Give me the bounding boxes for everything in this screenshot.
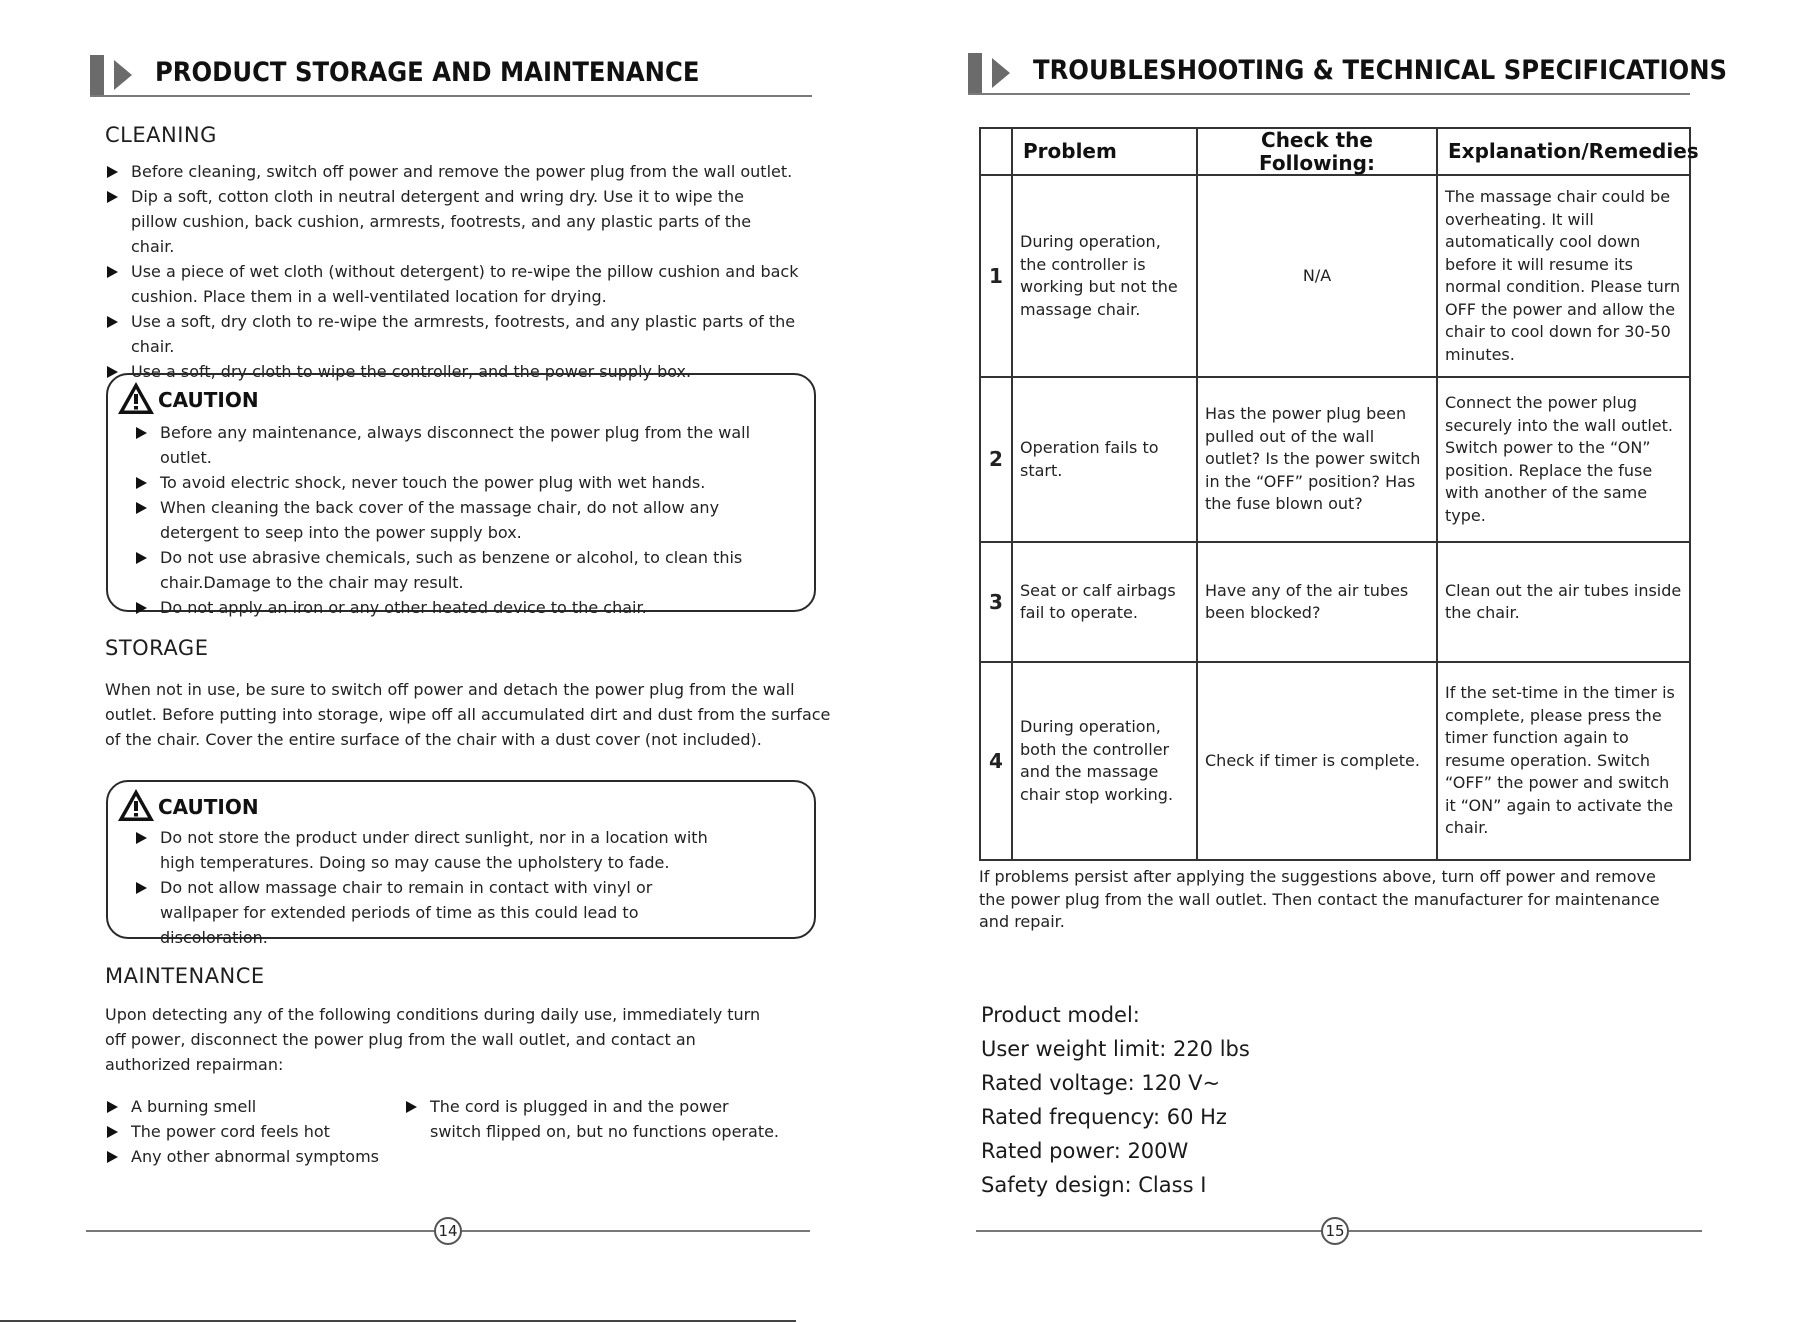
storage-text: When not in use, be sure to switch off power and detach the power plug from the wall outlet. Before putting into storage, wipe off all accumulated dirt and dust from the surface of the chair. Cover the entire surface of the chair with a dust cover (not included). [105,680,831,749]
spec-power: Rated power: 200W [981,1139,1189,1163]
table-row [980,377,1690,542]
maintenance-conditions-right [404,1094,784,1144]
problem-header: Problem [1012,128,1197,175]
right-page-title: TROUBLESHOOTING & TECHNICAL SPECIFICATIONS [1033,55,1728,86]
condition-item: Any other abnormal symptoms [105,1144,395,1169]
remedy-cell: Clean out the air tubes inside the chair. [1437,542,1690,662]
check-cell: Have any of the air tubes been blocked? [1197,542,1437,662]
page-number-left: 14 [434,1217,462,1245]
header-rule [968,93,1690,95]
check-cell: N/A [1197,175,1437,377]
number-header [980,128,1012,175]
remedy-cell: Connect the power plug securely into the wall outlet. Switch power to the “ON” position. Replace the fuse with another of the same type. [1437,377,1690,542]
caution-item: To avoid electric shock, never touch the power plug with wet hands. [134,470,774,495]
left-page-title: PRODUCT STORAGE AND MAINTENANCE [155,57,700,88]
remedy-cell: The massage chair could be overheating. It will automatically cool down before it will resume its normal condition. Please turn OFF the power and allow the chair to cool down for 30-50 minutes. [1437,175,1690,377]
table-row [980,542,1690,662]
condition-item: The power cord feels hot [105,1119,395,1144]
maintenance-heading: MAINTENANCE [105,964,265,988]
row-number: 1 [980,175,1012,377]
row-number: 2 [980,377,1012,542]
spec-list [981,998,1250,1202]
caution-item: Do not apply an iron or any other heated device to the chair. [134,595,774,620]
remedy-cell: If the set-time in the timer is complete, please press the timer function again to resume operation. Switch “OFF” the power and switch it “ON” again to activate the chair. [1437,662,1690,860]
check-cell: Check if timer is complete. [1197,662,1437,860]
caution-box-maintenance [106,373,816,617]
troubleshooting-note: If problems persist after applying the suggestions above, turn off power and remove the power plug from the wall outlet. Then contact the manufacturer for maintenance and repair. [979,867,1660,931]
warning-icon [116,380,156,416]
caution-list [134,825,734,950]
caution-title: CAUTION [158,795,259,819]
header-arrow-icon [992,58,1010,88]
caution-item: Do not allow massage chair to remain in contact with vinyl or wallpaper for extended periods of time as this could lead to discoloration. [134,875,734,950]
cleaning-item: Use a piece of wet cloth (without detergent) to re-wipe the pillow cushion and back cushion. Place them in a well-ventilated location for drying. [105,259,811,309]
row-number: 3 [980,542,1012,662]
condition-item: A burning smell [105,1094,395,1119]
header-rule [90,95,812,97]
troubleshooting-table [979,127,1699,861]
header-arrow-icon [114,60,132,90]
cleaning-item: Use a soft, dry cloth to re-wipe the armrests, footrests, and any plastic parts of the chair. [105,309,830,359]
page-number-right: 15 [1321,1217,1349,1245]
maintenance-text: Upon detecting any of the following conditions during daily use, immediately turn off power, disconnect the power plug from the wall outlet, and contact an authorized repairman: [105,1005,761,1074]
spec-weight-limit: User weight limit: 220 lbs [981,1037,1250,1061]
header-bar-icon [90,55,104,95]
spec-frequency: Rated frequency: 60 Hz [981,1105,1227,1129]
cleaning-item: Before cleaning, switch off power and remove the power plug from the wall outlet. [105,159,830,184]
remedy-header: Explanation/Remedies [1437,128,1690,175]
problem-cell: During operation, both the controller and the massage chair stop working. [1012,662,1197,860]
right-page-header [968,53,1728,93]
problem-cell: Operation fails to start. [1012,377,1197,542]
cleaning-item: Dip a soft, cotton cloth in neutral detergent and wring dry. Use it to wipe the pillow cushion, back cushion, armrests, footrests, and any plastic parts of the chair. [105,184,761,259]
table-row [980,175,1690,377]
cleaning-list [105,159,830,384]
cleaning-heading: CLEANING [105,123,217,147]
table-row [980,662,1690,860]
row-number: 4 [980,662,1012,860]
caution-item: Do not store the product under direct sunlight, nor in a location with high temperatures. Doing so may cause the upholstery to fade. [134,825,734,875]
caution-item: Do not use abrasive chemicals, such as benzene or alcohol, to clean this chair.Damage to the chair may result. [134,545,750,595]
caution-item: When cleaning the back cover of the massage chair, do not allow any detergent to seep into the power supply box. [134,495,770,545]
check-header: Check the Following: [1197,128,1437,175]
problem-cell: Seat or calf airbags fail to operate. [1012,542,1197,662]
header-bar-icon [968,53,982,93]
problem-cell: During operation, the controller is working but not the massage chair. [1012,175,1197,377]
spec-voltage: Rated voltage: 120 V~ [981,1071,1221,1095]
condition-item: The cord is plugged in and the power switch flipped on, but no functions operate. [404,1094,784,1144]
left-page-header [90,55,812,95]
caution-title: CAUTION [158,388,259,412]
spec-safety: Safety design: Class I [981,1173,1207,1197]
table-header-row [980,128,1690,175]
caution-item: Before any maintenance, always disconnect the power plug from the wall outlet. [134,420,774,470]
caution-box-storage [106,780,816,947]
check-cell: Has the power plug been pulled out of the wall outlet? Is the power switch in the “OFF” position? Has the fuse blown out? [1197,377,1437,542]
caution-list [134,420,774,620]
maintenance-conditions-left [105,1094,395,1169]
storage-heading: STORAGE [105,636,209,660]
scan-edge-line [0,1320,796,1322]
cleaning-item: Use a soft, dry cloth to wipe the controller, and the power supply box. [105,359,830,384]
spec-model: Product model: [981,1003,1140,1027]
warning-icon [116,787,156,823]
